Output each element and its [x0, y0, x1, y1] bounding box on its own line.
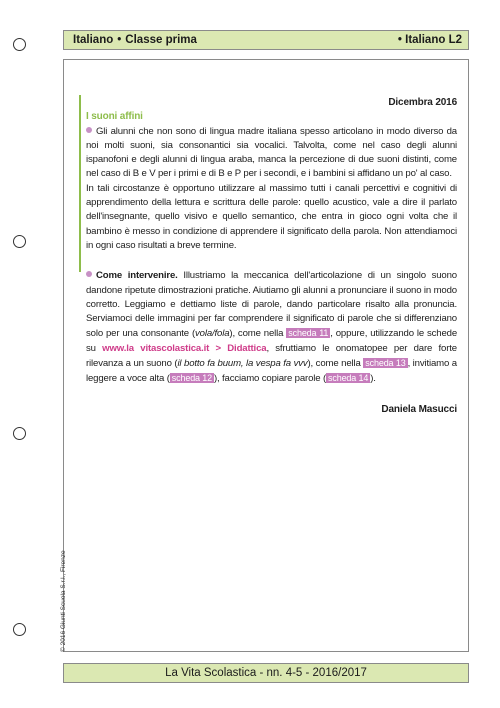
- accent-bar: [79, 95, 81, 272]
- paragraph-1-text: Gli alunni che non sono di lingua madre italiana spesso articolano in modo diverso da noi molti suoni, sia consonantici sia vocalici. Talvolta, come nel caso degli alunni ispanofoni e degli alunni di lingua araba, manca la percezione di due suoni distinti, come nel caso di B e V per i primi e di B e P per i secondi, e i bambini si affidano un po' al caso.: [86, 125, 457, 180]
- header-class: Classe prima: [125, 34, 197, 46]
- paragraph-3-text-f: , invitiamo a leggere a voce alta (: [86, 358, 457, 385]
- copyright-note: © 2016 Giunti Scuola S.r.l., Firenze: [60, 550, 67, 652]
- article-title: I suoni affini: [86, 111, 143, 123]
- paragraph-1: [86, 125, 457, 182]
- bullet-icon: [86, 127, 92, 133]
- paragraph-3-text-d: , sfruttiamo le onomatopee per dare forte rilevanza a un suono (: [86, 342, 457, 370]
- paragraph-3-lead: Come intervenire.: [96, 270, 178, 282]
- scheda-13-tag[interactable]: scheda 13: [365, 358, 406, 369]
- binder-hole-3: [13, 427, 26, 440]
- page-footer: [63, 663, 469, 683]
- paragraph-3-text-g: ), facciamo copiare parole (: [213, 373, 327, 385]
- example-word-pair: vola/fola: [195, 328, 230, 340]
- author-signature: Daniela Masucci: [381, 403, 457, 415]
- binder-hole-1: [13, 38, 26, 51]
- scheda-12-tag[interactable]: scheda 12: [171, 373, 212, 384]
- paragraph-3-text-b: ), come nella: [229, 328, 287, 340]
- paragraph-3-text-e: ), come nella: [307, 358, 364, 370]
- header-section-bullet: •: [397, 34, 402, 46]
- header-section: Italiano L2: [405, 34, 462, 46]
- example-onomatopoeia: il botto fa buum, la vespa fa vvv: [177, 358, 308, 370]
- paragraph-3: [86, 269, 457, 386]
- scheda-14-tag[interactable]: scheda 14: [328, 373, 369, 384]
- header-subject: Italiano: [73, 34, 114, 46]
- scheda-11-tag[interactable]: scheda 11: [288, 328, 329, 339]
- footer-text: La Vita Scolastica - nn. 4-5 - 2016/2017: [165, 667, 367, 679]
- binder-hole-4: [13, 623, 26, 636]
- paragraph-2: In tali circostanze è opportuno utilizzare al massimo tutti i canali percettivi e cognitivi di apprendimento della lettura e scrittura delle parole: quello acustico, vale a dire il parlato dell'insegnante, quello visivo e quello semantico, che entra in gioco ogni volta che il bambino è messo in condizione di apprendere il significato della parola. Non attendiamoci in ogni caso risultati a breve termine.: [86, 182, 457, 251]
- binder-hole-2: [13, 235, 26, 248]
- paragraph-3-text-a: Illustriamo la meccanica dell'articolazione di un singolo suono dandone ripetute dimostrazioni pratiche. Aiutiamo gli alunni a pronunciare il suono in modo corretto. Leggiamo e dettiamo liste di parole, dando particolare risalto alla pronuncia. Serviamoci delle immagini per far comprendere il significato di parole che si differenziano solo per una consonante (: [86, 270, 457, 340]
- header-separator: •: [117, 34, 122, 46]
- page-header: [63, 30, 469, 50]
- website-link[interactable]: www.la vitascolastica.it > Didattica: [102, 342, 267, 354]
- paragraph-3-text-c: , oppure, utilizzando le schede su: [86, 328, 458, 354]
- article: [86, 96, 457, 417]
- bullet-icon: [86, 271, 92, 277]
- article-date: Dicembra 2016: [388, 97, 457, 108]
- header-right: [398, 34, 462, 46]
- header-left: [73, 34, 197, 46]
- paragraph-3-text-h: ).: [370, 373, 376, 385]
